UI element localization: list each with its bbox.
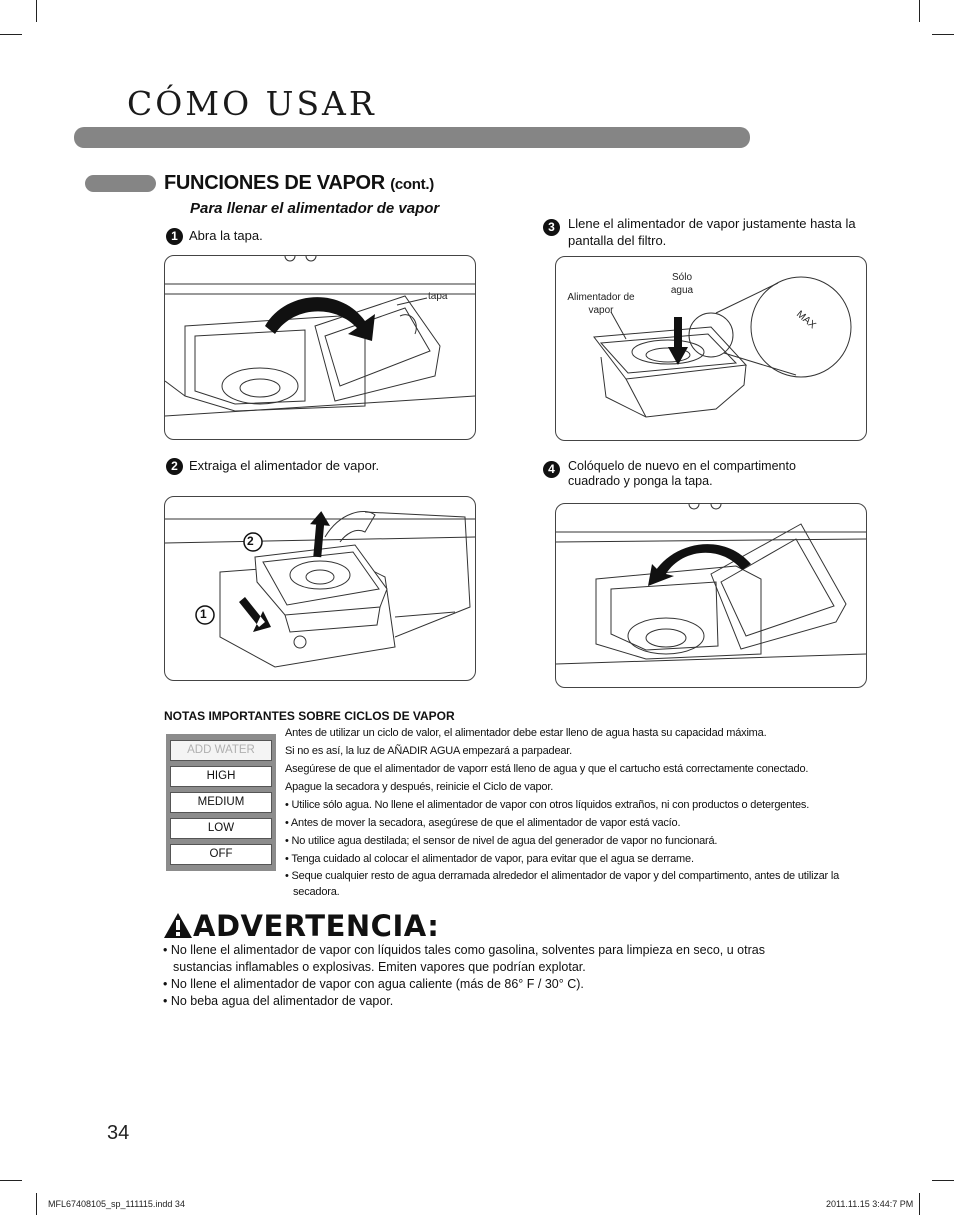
warning-list	[163, 942, 803, 1010]
marker-1: 1	[200, 607, 207, 621]
note-line: Apague la secadora y después, reinicie el Ciclo de vapor.	[285, 781, 554, 793]
panel-medium: MEDIUM	[170, 792, 272, 813]
warning-item: • No beba agua del alimentador de vapor.	[163, 994, 394, 1008]
label-water-only: Sólo agua	[670, 272, 694, 296]
label-feeder: Alimentador de vapor	[567, 292, 635, 316]
figure-fill-feeder	[555, 256, 867, 441]
step-4-number: 4	[543, 461, 560, 478]
label-lid: tapa	[428, 291, 448, 302]
notes-title: NOTAS IMPORTANTES SOBRE CICLOS DE VAPOR	[164, 709, 455, 723]
warning-item: • No llene el alimentador de vapor con agua caliente (más de 86° F / 30° C).	[163, 977, 584, 991]
step-2-text: Extraiga el alimentador de vapor.	[189, 458, 380, 473]
section-title-text: FUNCIONES DE VAPOR	[164, 172, 385, 194]
footer-timestamp: 2011.11.15 3:44:7 PM	[826, 1199, 914, 1209]
notes-body	[285, 724, 875, 900]
figure-replace-feeder	[555, 503, 867, 688]
max-label: MAX	[794, 308, 818, 332]
panel-add-water: ADD WATER	[170, 740, 272, 761]
panel-off: OFF	[170, 844, 272, 865]
note-bullet: • Seque cualquier resto de agua derramada alrededor el alimentador de vapor y del compartimento, antes de utilizar la secadora.	[285, 870, 840, 898]
warning-title-text: ADVERTENCIA:	[193, 909, 440, 943]
crop-mark	[36, 0, 37, 22]
page-number: 34	[107, 1122, 130, 1144]
note-bullet: • Utilice sólo agua. No llene el alimentador de vapor con otros líquidos extraños, ni con productos o detergentes.	[285, 799, 810, 811]
crop-mark	[0, 1180, 22, 1181]
warning-triangle-icon	[163, 912, 193, 939]
crop-mark	[932, 1180, 954, 1181]
warning-title	[163, 909, 439, 943]
step-2-number: 2	[166, 458, 183, 475]
section-title	[164, 172, 434, 195]
warning-item: • No llene el alimentador de vapor con líquidos tales como gasolina, solventes para limpieza en seco, u otras sustancias inflamables o explosivas. Emiten vapores que podrían explotar.	[163, 943, 765, 974]
page-title: CÓMO USAR	[127, 84, 377, 123]
note-line: Si no es así, la luz de AÑADIR AGUA empezará a parpadear.	[285, 745, 572, 757]
control-panel-illustration	[166, 734, 276, 871]
step-1-text: Abra la tapa.	[189, 228, 263, 243]
crop-mark	[0, 34, 22, 35]
note-bullet: • Antes de mover la secadora, asegúrese de que el alimentador de vapor está vacío.	[285, 817, 681, 829]
step-3-text: Llene el alimentador de vapor justamente hasta la pantalla del filtro.	[568, 216, 856, 248]
section-pill	[85, 175, 156, 192]
crop-mark	[919, 0, 920, 22]
figure-remove-feeder	[164, 496, 476, 681]
crop-mark	[932, 34, 954, 35]
figure-open-lid	[164, 255, 476, 440]
section-subtitle: Para llenar el alimentador de vapor	[190, 200, 440, 217]
panel-low: LOW	[170, 818, 272, 839]
marker-2: 2	[247, 534, 254, 548]
panel-high: HIGH	[170, 766, 272, 787]
crop-mark	[919, 1193, 920, 1215]
note-bullet: • Tenga cuidado al colocar el alimentador de vapor, para evitar que el agua se derrame.	[285, 853, 694, 865]
crop-mark	[36, 1193, 37, 1215]
step-4-text: Colóquelo de nuevo en el compartimento cuadrado y ponga la tapa.	[568, 459, 796, 488]
step-1-number: 1	[166, 228, 183, 245]
header-bar	[74, 127, 750, 148]
note-line: Asegúrese de que el alimentador de vaporr está lleno de agua y que el cartucho está correctamente conectado.	[285, 763, 809, 775]
footer-file-name: MFL67408105_sp_111115.indd 34	[48, 1199, 185, 1209]
note-bullet: • No utilice agua destilada; el sensor de nivel de agua del generador de vapor no funcionará.	[285, 835, 718, 847]
section-title-suffix: (cont.)	[390, 176, 434, 193]
note-line: Antes de utilizar un ciclo de valor, el alimentador debe estar lleno de agua hasta su capacidad máxima.	[285, 727, 767, 739]
step-3-number: 3	[543, 219, 560, 236]
